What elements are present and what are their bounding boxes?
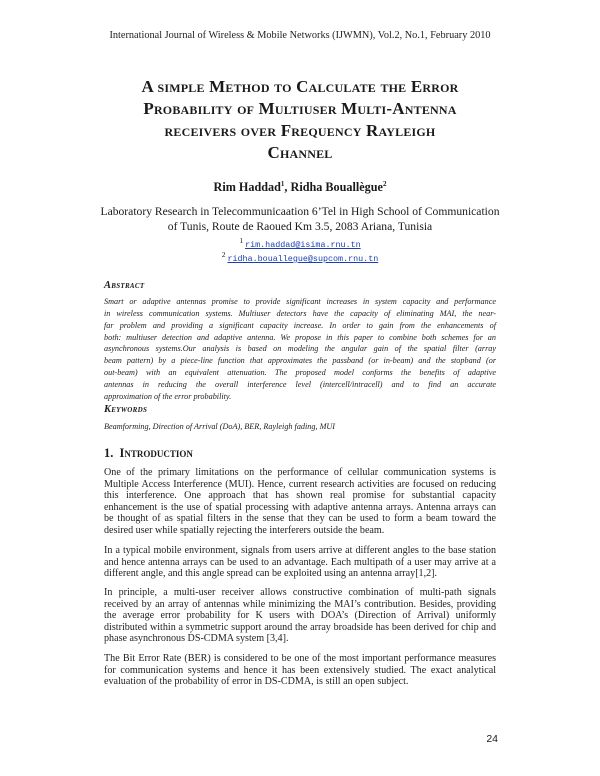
paragraph-line: different angle, and this angle spread can be exploited using an antenna array[1,2]. [104,568,438,580]
paragraph-line: evaluation of the probability of error in DS-CDMA, is still an open subject. [104,676,409,688]
section-title: Introduction [119,446,193,460]
paragraph-line: the average error probability for K users with DOA’s (Direction of Arrival) uniformly [104,610,496,622]
abstract-text [104,296,496,403]
title-line: receivers over Frequency Rayleigh [164,121,436,140]
paragraph [104,545,496,580]
title-line: A simple Method to Calculate the Error [141,77,459,96]
paragraph-line: In principle, a multi-user receiver allows constructive combination of multi-path signals [104,587,496,598]
author-superscript: 1 [280,180,285,188]
abstract-line: antennas in reducing the overall interference level (intercell/intracell) and to find an accurate [104,379,496,389]
paragraph-line: received by an array of antennas while minimizing the MAI’s contribution. Besides, providing [104,598,496,610]
email-line [0,250,600,264]
paragraph-line: enhancement is the use of spatial processing with adaptive antenna arrays. Antenna arrays can [104,501,496,513]
paragraph-line: be thought of as spatial filters in the sense that they can be used to form a beam toward the [104,513,496,525]
section-heading [104,446,193,461]
paragraph-line: phase asynchronous DS-CDMA system [3,4]. [104,633,289,645]
abstract-line: approximation of the error probability. [104,391,232,401]
running-header: International Journal of Wireless & Mobile Networks (IJWMN), Vol.2, No.1, February 2010 [109,30,491,41]
author-superscript: 2 [382,180,387,188]
title-line: Probability of Multiuser Multi-Antenna [143,99,457,118]
paragraph-line: One of the primary limitations on the performance of cellular communication systems is [104,467,496,478]
section-number: 1. [104,446,114,460]
paragraph-line: In a typical mobile environment, signals from users arrive at different angles to the base station [104,545,496,556]
abstract-line: Smart or adaptive antennas promise to provide significant increases in system capacity and performance [104,297,496,306]
author-name: Rim Haddad [213,180,281,195]
affiliation [60,205,540,234]
paragraph [104,653,496,688]
abstract-line: asynchronous systems.Our analysis is based on modeling the angular gain of the spatial filter (array [104,344,496,354]
paper-title [60,76,540,164]
author-name: Ridha Bouallègue [290,180,383,195]
author-separator: , [284,180,291,195]
paragraph-line: this interference. One approach that has shown real promise for substantial capacity [104,490,496,502]
abstract-line: in wireless communication systems. Multiuser detectors have the capacity of eliminating MAI, the near- [104,308,496,318]
paragraph-line: Multiple Access Interference (MUI). Hence, current research activities are focused on reducing [104,478,496,490]
paragraph [104,467,496,537]
paragraph-line: and hence antenna arrays can be used to an advantage. Each multipath of a user may arrive at a [104,556,496,568]
author-list [0,180,600,195]
email-line [0,236,600,250]
keywords-text: Beamforming, Direction of Arrival (DoA), BER, Rayleigh fading, MUI [104,422,336,431]
affiliation-line: Laboratory Research in Telecommunicaation 6’Tel in High School of Communication [100,205,500,218]
page-number: 24 [486,733,498,745]
abstract-line: both: multiuser detection and adaptive antenna. We propose in this paper to combine both schemes for an [104,332,496,342]
affiliation-line: of Tunis, Route de Raoued Km 3.5, 2083 Ariana, Tunisia [167,219,433,233]
abstract-line: beam pattern) by a piece-line function that approximates the passband (or in-beam) and the stopband (or [104,356,496,366]
abstract-line: far problem and providing a significant capacity increase. In order to gain from the enhancements of [104,320,496,330]
abstract-line: out-beam) with an equivalent attenuation. The proposed model conforms the benefits of adaptive [104,368,496,378]
abstract-heading: Abstract [104,280,145,291]
paragraph-line: The Bit Error Rate (BER) is considered to be one of the most important performance measures [104,653,496,664]
paragraph-line: for communication systems and hence it has been extensively studied. The exact analytical [104,664,496,676]
title-line: Channel [267,143,333,162]
keywords-heading: Keywords [104,404,148,415]
email-link[interactable]: ridha.bouallegue@supcom.rnu.tn [227,254,379,264]
email-superscript: 2 [221,250,226,259]
paragraph-line: distributed within a symmetric support around the array broadside has been derived for chip and [104,621,496,633]
email-superscript: 1 [239,236,244,245]
paragraph-line: desired user while spatially rejecting the interferers outside the beam. [104,524,385,536]
email-link[interactable]: rim.haddad@isima.rnu.tn [245,240,361,250]
paragraph [104,587,496,645]
